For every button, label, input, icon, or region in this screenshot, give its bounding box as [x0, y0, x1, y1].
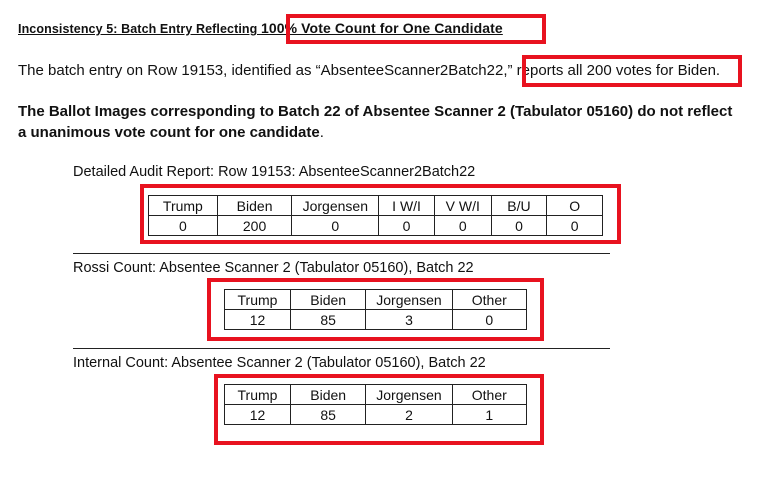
table-header-cell: V W/I — [434, 196, 491, 216]
table-cell: 0 — [379, 216, 435, 236]
table-cell: 0 — [452, 310, 526, 330]
table-cell: 12 — [225, 405, 291, 425]
divider — [73, 253, 610, 254]
table-header-cell: Biden — [217, 196, 292, 216]
internal-highlight-box — [214, 374, 544, 445]
table-cell: 200 — [217, 216, 292, 236]
table-cell: 0 — [149, 216, 218, 236]
table-cell: 0 — [547, 216, 603, 236]
table-cell: 85 — [290, 405, 365, 425]
table-header-cell: Biden — [290, 385, 365, 405]
rossi-highlight-box — [207, 278, 544, 341]
table-header-cell: Trump — [225, 290, 291, 310]
table-cell: 85 — [290, 310, 365, 330]
table-cell: 1 — [452, 405, 526, 425]
table-cell: 2 — [366, 405, 452, 425]
paragraph-highlight-box — [522, 55, 742, 87]
table-cell: 3 — [366, 310, 452, 330]
table-cell: 0 — [292, 216, 379, 236]
rossi-caption: Rossi Count: Absentee Scanner 2 (Tabulator 05160), Batch 22 — [73, 260, 474, 276]
finding-period: . — [319, 124, 324, 141]
table-header-cell: O — [547, 196, 603, 216]
audit-highlight-box — [140, 184, 621, 244]
heading-highlight-box — [286, 14, 546, 44]
table-cell: 12 — [225, 310, 291, 330]
audit-caption: Detailed Audit Report: Row 19153: AbsenteeScanner2Batch22 — [73, 164, 476, 180]
heading-highlight: 100% Vote Count for One Candidate — [260, 20, 503, 36]
table-header-cell: I W/I — [379, 196, 435, 216]
table-cell: 0 — [434, 216, 491, 236]
table-header-cell: Trump — [149, 196, 218, 216]
divider — [73, 348, 610, 349]
table-header-cell: B/U — [491, 196, 547, 216]
paragraph-text: The batch entry on Row 19153, identified as “AbsenteeScanner2Batch22,” — [18, 62, 517, 79]
table-header-cell: Biden — [290, 290, 365, 310]
table-header-cell: Other — [452, 385, 526, 405]
finding-paragraph — [18, 101, 743, 143]
internal-caption: Internal Count: Absentee Scanner 2 (Tabulator 05160), Batch 22 — [73, 355, 486, 371]
table-cell: 0 — [491, 216, 547, 236]
table-header-cell: Other — [452, 290, 526, 310]
table-header-cell: Jorgensen — [366, 385, 452, 405]
paragraph-highlight-text: reports all 200 votes for Biden. — [516, 62, 721, 79]
table-header-cell: Jorgensen — [292, 196, 379, 216]
heading-prefix: Inconsistency 5: Batch Entry Reflecting — [18, 22, 261, 36]
finding-text: The Ballot Images corresponding to Batch 22 of Absentee Scanner 2 (Tabulator 05160) do not reflect a unanimous vote count for one candidate — [18, 103, 733, 141]
table-header-cell: Trump — [225, 385, 291, 405]
table-header-cell: Jorgensen — [366, 290, 452, 310]
